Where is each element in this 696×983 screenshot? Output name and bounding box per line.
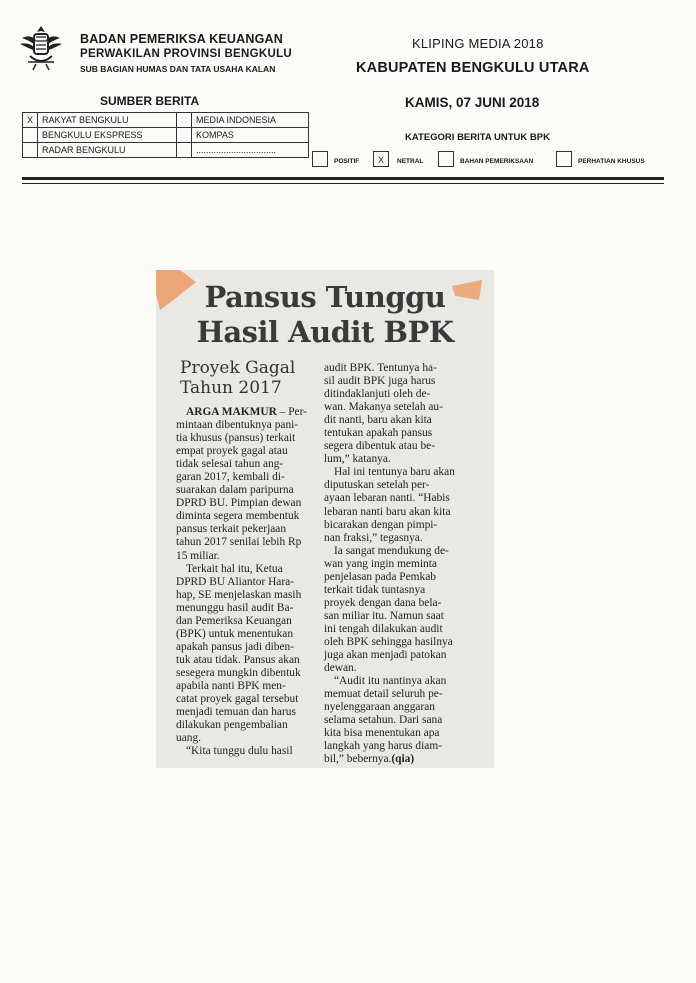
region-title: KABUPATEN BENGKULU UTARA	[356, 60, 590, 76]
header-divider	[22, 177, 664, 180]
source-mark	[177, 128, 192, 143]
sources-row	[23, 143, 309, 158]
body-line: penjelasan pada Pemkab	[324, 570, 436, 583]
source-mark: X	[23, 113, 38, 128]
body-line: tahun 2017 senilai lebih Rp	[176, 536, 302, 549]
body-line: dan Pemeriksa Keuangan	[176, 614, 292, 627]
author-initials: (qia)	[391, 753, 415, 766]
source-name: ................................	[192, 143, 309, 158]
org-subdivision: SUB BAGIAN HUMAS DAN TATA USAHA KALAN	[80, 64, 276, 74]
body-line: 15 miliar.	[176, 549, 220, 562]
body-line: DPRD BU. Pimpian dewan	[176, 497, 302, 510]
org-name: BADAN PEMERIKSA KEUANGAN	[80, 32, 283, 46]
body-line: “Audit itu nantinya akan	[334, 675, 447, 688]
org-branch: PERWAKILAN PROVINSI BENGKULU	[80, 48, 293, 60]
sources-row	[23, 113, 309, 128]
body-line: proyek dengan dana bela-	[324, 596, 442, 609]
article-byline: ARGA MAKMUR	[186, 406, 277, 418]
body-line: audit BPK. Tentunya ha-	[324, 362, 437, 374]
body-line: DPRD BU Aliantor Hara-	[176, 575, 295, 588]
body-line: dewan.	[324, 662, 357, 675]
body-line: oleh BPK sehingga hasilnya	[324, 635, 453, 648]
body-line: bicarakan dengan pimpi-	[324, 518, 438, 531]
body-line: mintaan dibentuknya pani-	[176, 419, 299, 432]
body-line: (BPK) untuk menentukan	[176, 627, 294, 640]
body-line: memuat detail seluruh pe-	[324, 688, 443, 701]
news-clipping	[156, 270, 494, 768]
body-line: ditindaklanjuti oleh de-	[324, 388, 431, 401]
body-line: lebaran nanti baru akan kita	[324, 505, 451, 518]
source-mark	[177, 113, 192, 128]
body-line: ayaan lebaran nanti. “Habis	[324, 492, 450, 505]
category-checkbox-bahan-pemeriksaan[interactable]	[438, 151, 454, 167]
body-line: diminta segera membentuk	[176, 510, 300, 523]
article-subhead-line1: Proyek Gagal	[180, 358, 296, 378]
body-line: terkait tidak tuntasnya	[324, 583, 426, 596]
body-line: Terkait hal itu, Ketua	[186, 562, 283, 575]
category-label: PERHATIAN KHUSUS	[578, 158, 645, 165]
body-line: – Per-	[276, 406, 307, 418]
category-checkbox-perhatian-khusus[interactable]	[556, 151, 572, 167]
body-line: apabila nanti BPK men-	[176, 679, 286, 692]
body-line: san miliar itu. Namun saat	[324, 609, 444, 622]
body-line: sil audit BPK juga harus	[324, 375, 436, 388]
source-mark	[23, 143, 38, 158]
article-subhead-line2: Tahun 2017	[180, 378, 282, 398]
body-line: segera dibentuk atau be-	[324, 440, 436, 453]
category-checkbox-netral[interactable]: X	[373, 151, 389, 167]
category-label: BAHAN PEMERIKSAAN	[460, 158, 534, 165]
body-line: menunggu hasil audit Ba-	[176, 601, 294, 614]
body-line: “Kita tunggu dulu hasil	[186, 745, 293, 758]
body-line: tuk atau tidak. Pansus akan	[176, 653, 300, 666]
body-line: tentukan apakah pansus	[324, 427, 433, 440]
body-line: catat proyek gagal tersebut	[176, 693, 299, 706]
source-name: MEDIA INDONESIA	[192, 113, 309, 128]
body-line: wan. Makanya setelah au-	[324, 401, 443, 414]
body-line: lum,” katanya.	[324, 453, 391, 466]
publication-date: KAMIS, 07 JUNI 2018	[405, 95, 540, 110]
categories-title: KATEGORI BERITA UNTUK BPK	[405, 132, 550, 143]
body-line: bil,” bebernya.	[324, 753, 392, 766]
body-line: suarakan dalam paripurna	[176, 484, 294, 497]
body-line: nyelenggaraan anggaran	[324, 701, 435, 714]
category-label: POSITIF	[334, 158, 360, 165]
body-line: selama setahun. Dari sana	[324, 714, 443, 727]
body-line: kita bisa menentukan apa	[324, 727, 440, 740]
body-line: juga akan menjadi patokan	[324, 649, 447, 662]
body-line: ini tengah dilakukan audit	[324, 622, 443, 635]
body-line: empat proyek gagal atau	[176, 445, 288, 458]
source-name: RADAR BENGKULU	[38, 143, 177, 158]
category-label: NETRAL	[397, 158, 424, 165]
body-line: langkah yang harus diam-	[324, 740, 442, 753]
article-headline-line1: Pansus Tunggu	[204, 280, 446, 314]
category-checkbox-positif[interactable]	[312, 151, 328, 167]
article-column-2	[324, 362, 484, 766]
body-line: hap, SE menjelaskan masih	[176, 588, 302, 601]
body-line: Hal ini tentunya baru akan	[334, 466, 455, 479]
body-line: dit nanti, baru akan kita	[324, 414, 432, 427]
body-line: Ia sangat mendukung de-	[334, 544, 449, 557]
body-line: sesegera mungkin dibentuk	[176, 666, 301, 679]
body-line: dilakukan pengembalian	[176, 719, 288, 732]
body-line: apakah pansus jadi diben-	[176, 640, 294, 653]
body-line: uang.	[176, 732, 201, 745]
sources-table	[22, 112, 309, 158]
body-line: tidak selesai tahun ang-	[176, 458, 284, 471]
body-line: tia khusus (pansus) terkait	[176, 432, 296, 445]
body-line: wan yang ingin meminta	[324, 557, 437, 570]
source-mark	[23, 128, 38, 143]
sources-row	[23, 128, 309, 143]
body-line: garan 2017, kembali di-	[176, 471, 285, 484]
source-name: RAKYAT BENGKULU	[38, 113, 177, 128]
source-name: KOMPAS	[192, 128, 309, 143]
body-line: nan fraksi,” tegasnya.	[324, 531, 423, 544]
article-column-1	[176, 406, 326, 758]
sources-title: SUMBER BERITA	[100, 94, 200, 108]
document-title: KLIPING MEDIA 2018	[412, 36, 544, 51]
body-line: pansus terkait pekerjaan	[176, 523, 287, 536]
body-line: menjadi temuan dan harus	[176, 706, 296, 719]
bpk-garuda-logo	[18, 22, 64, 72]
article-headline-line2: Hasil Audit BPK	[196, 315, 454, 349]
body-line: diputuskan setelah per-	[324, 479, 430, 492]
header-divider-thin	[22, 183, 664, 184]
source-name: BENGKULU EKSPRESS	[38, 128, 177, 143]
source-mark	[177, 143, 192, 158]
